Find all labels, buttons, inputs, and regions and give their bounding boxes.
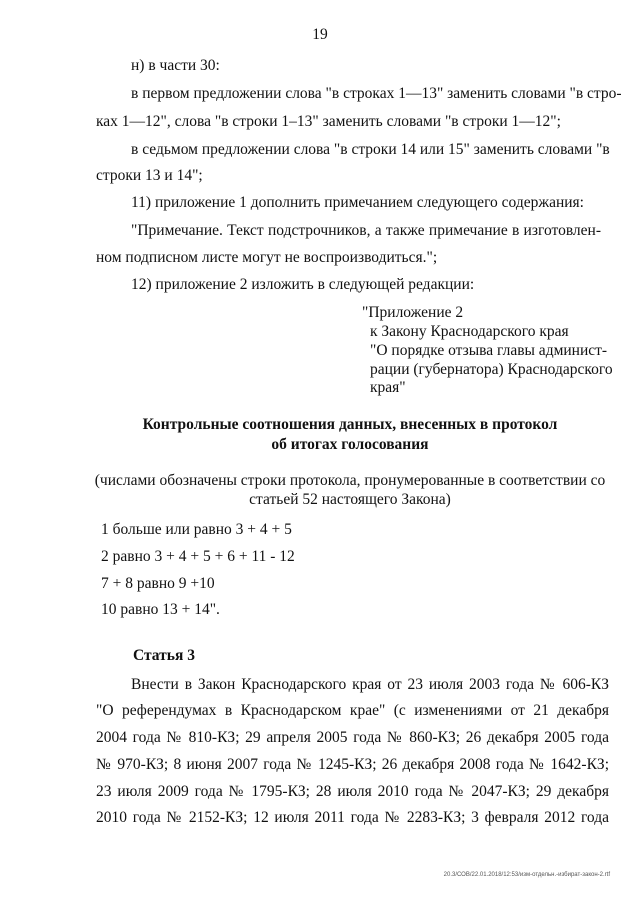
paragraph-line: "Примечание. Текст подстрочников, а также примечание в изготовлен- <box>131 222 601 239</box>
article-title: Статья 3 <box>133 647 195 664</box>
article-line: "О референдумах в Краснодарском крае" (с изменениями от 21 декабря <box>96 702 609 719</box>
paragraph-line: в первом предложении слова "в строках 1—13" заменить словами "в стро- <box>131 85 622 102</box>
appendix-line: "О порядке отзыва главы админист- <box>370 342 608 359</box>
article-line: 2004 года № 810-КЗ; 29 апреля 2005 года № 860-КЗ; 26 декабря 2005 года <box>96 729 609 746</box>
article-line: № 970-КЗ; 8 июня 2007 года № 1245-КЗ; 26 декабря 2008 года № 1642-КЗ; <box>96 756 609 773</box>
article-line: 2010 года № 2152-КЗ; 12 июля 2011 года № 2283-КЗ; 3 февраля 2012 года <box>96 809 609 826</box>
relation-line: 1 больше или равно 3 + 4 + 5 <box>101 521 292 538</box>
article-line: Внести в Закон Краснодарского края от 23 июля 2003 года № 606-КЗ <box>131 676 609 693</box>
paragraph-line: ках 1—12", слова "в строки 1–13" заменить словами "в строки 1—12"; <box>96 113 561 130</box>
page-number: 19 <box>312 26 328 43</box>
paragraph-line: 12) приложение 2 изложить в следующей редакции: <box>131 276 475 293</box>
paragraph-line: 11) приложение 1 дополнить примечанием следующего содержания: <box>131 194 584 211</box>
paragraph-line: в седьмом предложении слова "в строки 14 или 15" заменить словами "в <box>131 141 610 158</box>
section-heading: об итогах голосования <box>271 436 429 453</box>
paragraph-line: н) в части 30: <box>131 57 220 74</box>
footer-file-path: 20.3/СОВ/22.01.2018/12:53/изм-отдельн.-избират-закон-2.rtf <box>443 872 610 878</box>
appendix-line: "Приложение 2 <box>362 304 464 321</box>
section-heading: Контрольные соотношения данных, внесенных в протокол <box>142 416 558 433</box>
paragraph-line: строки 13 и 14"; <box>96 167 203 184</box>
appendix-line: к Закону Краснодарского края <box>370 323 569 340</box>
article-line: 23 июля 2009 года № 1795-КЗ; 28 июля 2010 года № 2047-КЗ; 29 декабря <box>96 783 609 800</box>
relation-line: 10 равно 13 + 14". <box>101 601 220 618</box>
paragraph-line: ном подписном листе могут не воспроизводиться."; <box>96 249 438 266</box>
relation-line: 7 + 8 равно 9 +10 <box>101 575 215 592</box>
relation-line: 2 равно 3 + 4 + 5 + 6 + 11 - 12 <box>101 548 295 565</box>
note-text: статьей 52 настоящего Закона) <box>249 491 451 508</box>
note-text: (числами обозначены строки протокола, пронумерованные в соответствии со <box>94 472 606 489</box>
appendix-line: края" <box>370 379 406 396</box>
appendix-line: рации (губернатора) Краснодарского <box>370 361 613 378</box>
